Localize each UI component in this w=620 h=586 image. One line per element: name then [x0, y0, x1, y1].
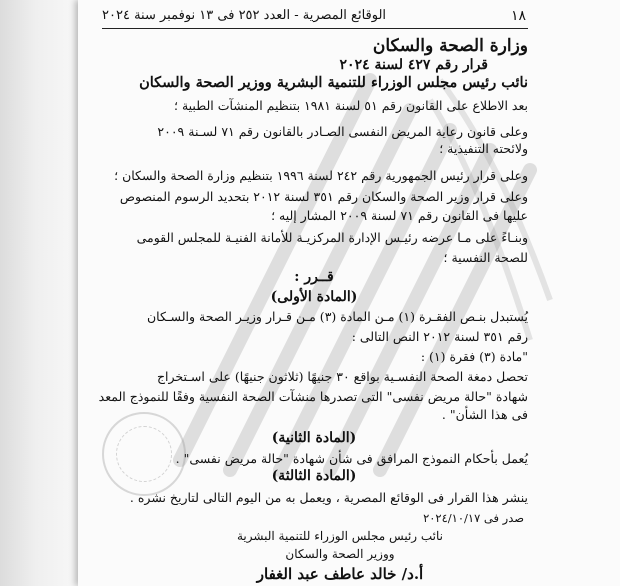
preamble-line: وبنـاءً على مـا عرضه رئيـس الإدارة المركزيـة للأمانة الفنيـة للمجلس القومى: [136, 230, 528, 245]
page-left-margin: [0, 0, 90, 586]
signatory-title-line1: نائب رئيس مجلس الوزراء للتنمية البشرية: [236, 529, 444, 543]
signatory-title-line2: ووزير الصحة والسكان: [285, 547, 395, 561]
article1-title: (المادة الأولى): [270, 289, 358, 305]
article1-line: تحصل دمغة الصحة النفسـية بواقع ٣٠ جنيهًا (ثلاثون جنيهًا) على اسـتخراج: [156, 369, 528, 384]
decided-heading: قــرر :: [294, 269, 334, 285]
preamble-line: وعلى قانون رعاية المريض النفسى الصـادر بالقانون رقم ٧١ لسـنة ٢٠٠٩: [157, 124, 528, 139]
article1-line: "مادة (٣) فقرة (١) :: [420, 349, 528, 364]
preamble-line: وعلى قرار رئيس الجمهورية رقم ٢٤٢ لسنة ١٩٩٦ بتنظيم وزارة الصحة والسكان ؛: [114, 168, 528, 183]
article1-line: فى هذا الشأن" .: [441, 407, 528, 422]
decree-title: قرار رقم ٤٢٧ لسنة ٢٠٢٤: [339, 57, 488, 73]
article1-line: رقم ٣٥١ لسنة ٢٠١٢ النص التالى :: [351, 329, 528, 344]
article3-title: (المادة الثالثة): [271, 468, 357, 484]
article2-title: (المادة الثانية): [271, 430, 357, 446]
page-number: ١٨: [510, 8, 526, 24]
article1-line: شهادة "حالة مريض نفسى" التى تصدرها منشآت الصحة النفسية وفقًا للنموذج المعد: [98, 389, 528, 404]
article2-text: يُعمل بأحكام النموذج المرافق فى شأن شهادة "حالة مريض نفسى" .: [175, 451, 528, 466]
preamble-line: بعد الاطلاع على القانون رقم ٥١ لسنة ١٩٨١ بتنظيم المنشآت الطبية ؛: [174, 98, 528, 113]
preamble-line: للصحة النفسية ؛: [443, 250, 528, 265]
article3-text: ينشر هذا القرار فى الوقائع المصرية ، ويعمل به من اليوم التالى لتاريخ نشره .: [129, 490, 528, 505]
article1-line: يُستبدل بنـص الفقـرة (١) مـن المادة (٣) مـن قـرار وزيـر الصحة والسـكان: [147, 309, 528, 324]
issuer-title: نائب رئيس مجلس الوزراء للتنمية البشرية ووزير الصحة والسكان: [139, 74, 528, 91]
signatory-name: أ.د/ خالد عاطف عبد الغفار: [256, 565, 424, 583]
preamble-line: عليها فى القانون رقم ٧١ لسنة ٢٠٠٩ المشار إليه ؛: [271, 208, 528, 223]
ministry-title: وزارة الصحة والسكان: [372, 36, 528, 56]
running-title: الوقائع المصرية - العدد ٢٥٢ فى ١٣ نوفمبر سنة ٢٠٢٤: [102, 8, 387, 23]
preamble-line: ولائحته التنفيذية ؛: [439, 141, 528, 156]
preamble-line: وعلى قرار وزير الصحة والسكان رقم ٣٥١ لسنة ٢٠١٢ بتحديد الرسوم المنصوص: [119, 189, 528, 204]
header-rule: [102, 28, 528, 29]
issue-date: صدر فى ٢٠٢٤/١٠/١٧: [423, 511, 524, 525]
